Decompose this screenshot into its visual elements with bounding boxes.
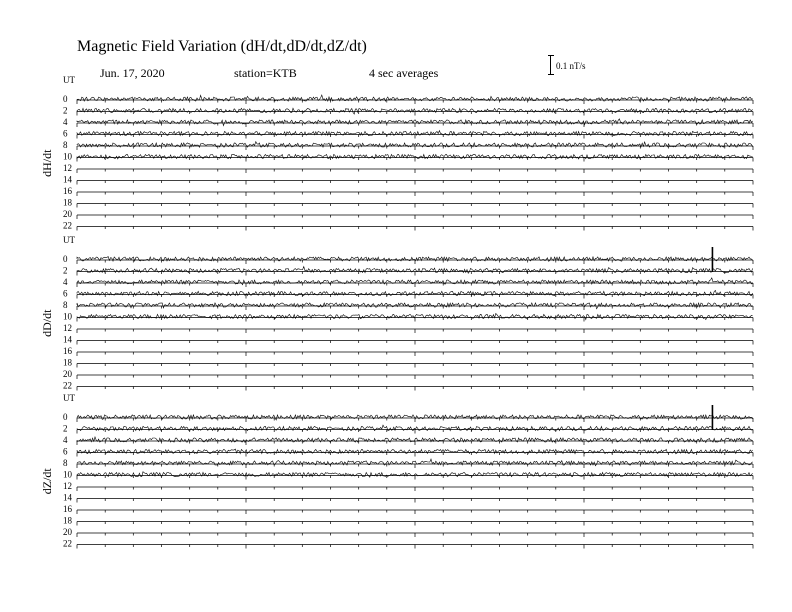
dddt-row-ticks <box>77 387 753 391</box>
dhdt-row-label-6: 6 <box>63 128 68 139</box>
dzdt-row-ticks <box>77 464 753 468</box>
dzdt-row-label-22: 22 <box>63 538 72 549</box>
dhdt-row-label-8: 8 <box>63 140 68 150</box>
dzdt-ut-label: UT <box>63 393 75 403</box>
dzdt-row-label-8: 8 <box>63 458 68 468</box>
dhdt-row-label-20: 20 <box>63 209 72 219</box>
dzdt-row-ticks <box>77 441 753 445</box>
dzdt-row-label-2: 2 <box>63 423 68 434</box>
dhdt-row-ticks <box>77 158 753 162</box>
dzdt-row-ticks <box>77 487 753 491</box>
dhdt-row-label-12: 12 <box>63 163 72 173</box>
dddt-row-label-8: 8 <box>63 300 68 310</box>
dhdt-row-label-2: 2 <box>63 105 68 116</box>
dddt-row-ticks <box>77 375 753 379</box>
station-label: station=KTB <box>234 66 297 80</box>
dhdt-row-ticks <box>77 169 753 173</box>
dddt-row-ticks <box>77 341 753 345</box>
dhdt-ylabel: dH/dt <box>40 149 54 177</box>
dzdt-row-label-20: 20 <box>63 527 72 537</box>
dzdt-row-label-18: 18 <box>63 515 72 526</box>
scale-label: 0.1 nT/s <box>556 61 586 71</box>
date-label: Jun. 17, 2020 <box>100 66 165 80</box>
dddt-row-label-14: 14 <box>63 334 72 345</box>
dhdt-row-ticks <box>77 192 753 196</box>
dddt-row-label-2: 2 <box>63 265 68 276</box>
dddt-row-label-0: 0 <box>63 254 68 264</box>
dddt-row-label-20: 20 <box>63 369 72 379</box>
dddt-row-ticks <box>77 352 753 356</box>
dhdt-row-ticks <box>77 135 753 139</box>
dzdt-row-ticks <box>77 510 753 514</box>
dhdt-row-label-16: 16 <box>63 186 72 196</box>
dhdt-row-label-14: 14 <box>63 174 72 185</box>
dddt-row-label-6: 6 <box>63 288 68 299</box>
dzdt-row-label-14: 14 <box>63 492 72 503</box>
dhdt-row-ticks <box>77 112 753 116</box>
dhdt-row-ticks <box>77 227 753 231</box>
dzdt-row-label-10: 10 <box>63 469 72 480</box>
dzdt-row-label-16: 16 <box>63 504 72 514</box>
dddt-ut-label: UT <box>63 235 75 245</box>
dhdt-row-label-18: 18 <box>63 197 72 208</box>
dddt-row-label-10: 10 <box>63 311 72 322</box>
dzdt-row-ticks <box>77 545 753 549</box>
dhdt-row-ticks <box>77 123 753 127</box>
dzdt-row-ticks <box>77 453 753 457</box>
dzdt-row-ticks <box>77 476 753 480</box>
dddt-row-ticks <box>77 272 753 276</box>
dddt-row-label-18: 18 <box>63 357 72 368</box>
dddt-row-ticks <box>77 364 753 368</box>
dhdt-row-ticks <box>77 204 753 208</box>
dzdt-ylabel: dZ/dt <box>40 468 54 495</box>
dhdt-row-ticks <box>77 146 753 150</box>
averaging-label: 4 sec averages <box>369 66 439 80</box>
dzdt-row-ticks <box>77 430 753 434</box>
dddt-ylabel: dD/dt <box>40 309 54 337</box>
dhdt-row-label-0: 0 <box>63 94 68 104</box>
dddt-row-label-12: 12 <box>63 323 72 333</box>
dhdt-row-label-10: 10 <box>63 151 72 162</box>
dzdt-row-ticks <box>77 499 753 503</box>
dzdt-row-ticks <box>77 522 753 526</box>
dhdt-row-label-4: 4 <box>63 117 68 127</box>
dddt-row-label-22: 22 <box>63 380 72 391</box>
dzdt-row-ticks <box>77 533 753 537</box>
dddt-row-label-4: 4 <box>63 277 68 287</box>
chart-title: Magnetic Field Variation (dH/dt,dD/dt,dZ/dt) <box>77 38 367 55</box>
dhdt-row-label-22: 22 <box>63 220 72 231</box>
dzdt-row-label-0: 0 <box>63 412 68 422</box>
dddt-row-ticks <box>77 329 753 333</box>
dhdt-row-ticks <box>77 215 753 219</box>
dzdt-row-label-12: 12 <box>63 481 72 491</box>
dzdt-row-label-4: 4 <box>63 435 68 445</box>
dhdt-row-ticks <box>77 100 753 104</box>
dhdt-row-ticks <box>77 181 753 185</box>
dzdt-row-label-6: 6 <box>63 446 68 457</box>
dhdt-ut-label: UT <box>63 75 75 85</box>
dddt-row-label-16: 16 <box>63 346 72 356</box>
